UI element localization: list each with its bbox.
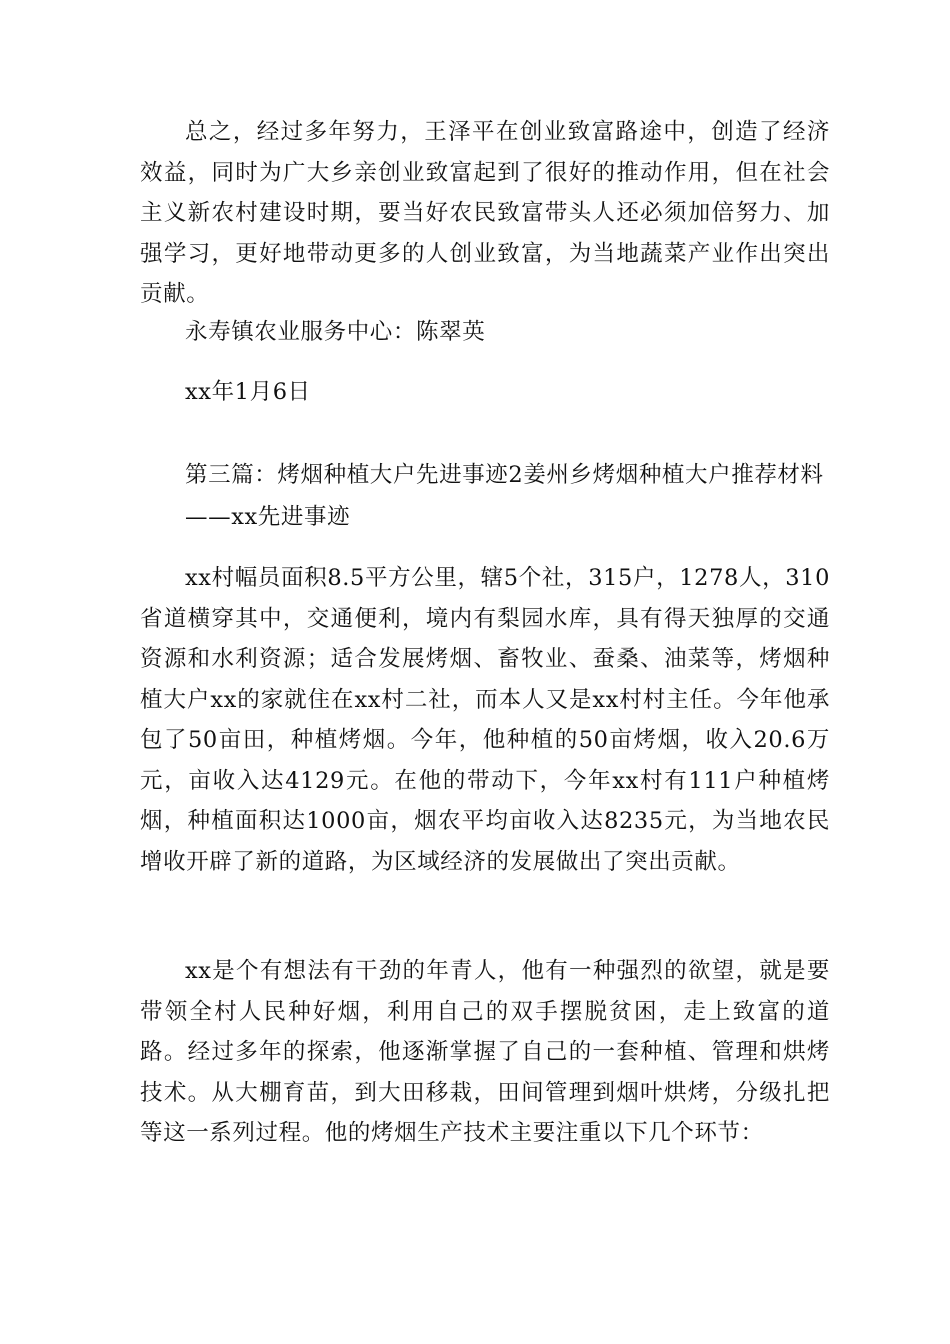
summary-paragraph: 总之，经过多年努力，王泽平在创业致富路途中，创造了经济效益，同时为广大乡亲创业致富起到了很好的推动作用，但在社会主义新农村建设时期，要当好农民致富带头人还必须加倍努力、加强学习，更好地带动更多的人创业致富，为当地蔬菜产业作出突出贡献。 [140, 119, 830, 307]
signature-line: 永寿镇农业服务中心：陈翠英 [185, 319, 486, 345]
date-line: xx年1月6日 [185, 379, 311, 405]
person-paragraph: xx是个有想法有干劲的年青人，他有一种强烈的欲望，就是要带领全村人民种好烟，利用自己的双手摆脱贫困，走上致富的道路。经过多年的探索，他逐渐掌握了自己的一套种植、管理和烘烤技术。从大棚育苗，到大田移栽，田间管理到烟叶烘烤，分级扎把等这一系列过程。他的烤烟生产技术主要注重以下几个环节： [140, 958, 830, 1146]
village-paragraph: xx村幅员面积8.5平方公里，辖5个社，315户，1278人，310省道横穿其中，交通便利，境内有梨园水库，具有得天独厚的交通资源和水利资源；适合发展烤烟、畜牧业、蚕桑、油菜等，烤烟种植大户xx的家就住在xx村二社，而本人又是xx村村主任。今年他承包了50亩田，种植烤烟。今年，他种植的50亩烤烟，收入20.6万元，亩收入达4129元。在他的带动下，今年xx村有111户种植烤烟，种植面积达1000亩，烟农平均亩收入达8235元，为当地农民增收开辟了新的道路，为区域经济的发展做出了突出贡献。 [140, 565, 830, 875]
section-subtitle: ——xx先进事迹 [185, 504, 351, 530]
section-title: 第三篇：烤烟种植大户先进事迹2姜州乡烤烟种植大户推荐材料 [185, 462, 824, 488]
